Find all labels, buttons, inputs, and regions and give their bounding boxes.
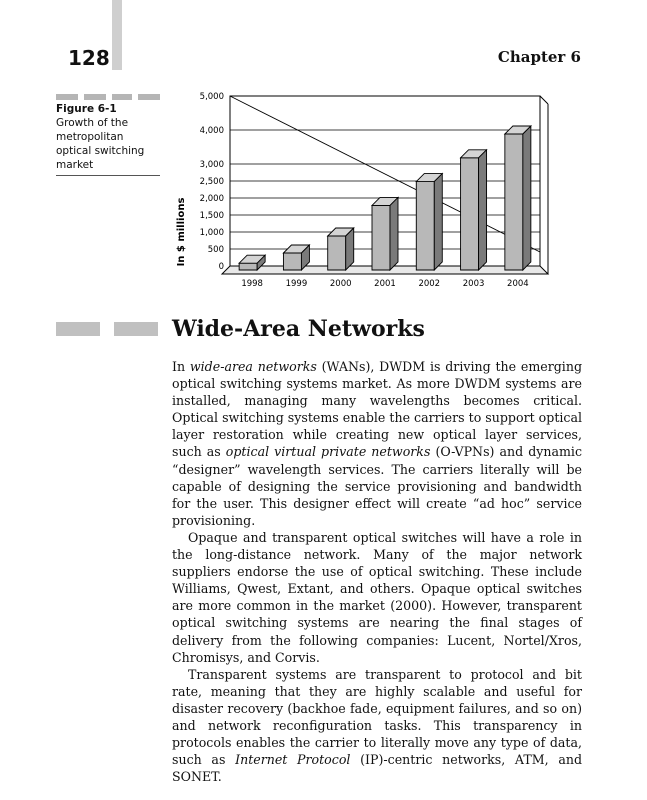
bar <box>239 263 257 270</box>
section-dash <box>56 322 100 336</box>
x-tick-label: 1999 <box>285 279 308 289</box>
x-tick-label: 2002 <box>418 279 441 289</box>
y-tick-label: 2,500 <box>199 177 224 187</box>
y-tick-label: 500 <box>207 245 224 255</box>
y-tick-label: 1,000 <box>199 228 224 238</box>
x-tick-label: 2003 <box>462 279 485 289</box>
bar <box>416 182 434 270</box>
text-run: (IP)-centric networks, ATM, and SONET. <box>172 752 583 785</box>
y-tick-label: 1,500 <box>199 211 224 221</box>
text-run: (O-VPNs) and dynamic “designer” wavelength services. The carriers literally will be capable of designing the service provisioning and bandwidth for the user. This designer effect will create “ad hoc” service provisioning. <box>172 444 583 528</box>
text-run: Transparent systems are transparent to protocol and bit rate, meaning that they are highly scalable and useful for disaster recovery (backhoe fade, equipment failures, and so on) and network reconfiguration tasks. This transparency in protocols enables the carrier to literally move any type of data, such as <box>172 666 582 768</box>
y-tick-label: 3,000 <box>199 160 224 170</box>
text-run: In <box>172 359 190 374</box>
bar <box>461 158 479 270</box>
italic-term: wide-area networks <box>189 359 317 374</box>
figure-caption <box>56 102 160 172</box>
paragraph <box>172 666 582 786</box>
text-run: Opaque and transparent optical switches will have a role in the long-distance network. Many of the major network suppliers endorse the use of optical switching. These include Williams, Qwest, Extant, and others. Opaque optical switches are more common in the market (2000). However, transparent optical switching systems are nearing the final stages of delivery from the following companies: Lucent, Nortel/Xros, Chromisys, and Corvis. <box>172 529 582 665</box>
bar <box>328 236 346 270</box>
caption-dash <box>56 94 78 100</box>
bar-side <box>390 197 398 270</box>
italic-term: optical virtual private networks <box>225 444 431 460</box>
caption-dash <box>138 94 160 100</box>
chapter-header: Chapter 6 <box>497 48 581 66</box>
bar-side <box>479 150 487 270</box>
x-tick-label: 2001 <box>374 279 396 289</box>
caption-dash <box>84 94 106 100</box>
x-tick-label: 2004 <box>507 279 529 289</box>
bar-chart <box>170 82 570 294</box>
bar <box>372 205 390 270</box>
section-dash <box>114 322 158 336</box>
y-axis-label: In $ millions <box>176 197 187 267</box>
page-number: 128 <box>68 46 110 70</box>
italic-term: Internet Protocol <box>235 752 351 768</box>
paragraph <box>172 529 582 666</box>
figure-label: Figure 6-1 <box>56 103 117 115</box>
bar-side <box>434 174 442 270</box>
bar-side <box>346 228 354 270</box>
paragraph <box>172 358 582 529</box>
text-run: (WANs), DWDM is driving the emerging optical switching systems market. As more DWDM systems are installed, managing many wavelengths becomes critical. Optical switching systems enable the carriers to support optical layer restoration while creating new optical layer services, such as <box>172 359 583 460</box>
x-tick-label: 2000 <box>329 279 352 289</box>
y-tick-label: 4,000 <box>199 126 224 136</box>
figure-caption-text: Growth of the metropolitan optical switching market <box>56 117 145 171</box>
bar <box>505 134 523 270</box>
bar-side <box>523 126 531 270</box>
section-heading: Wide-Area Networks <box>172 316 425 342</box>
bar <box>283 253 301 270</box>
y-tick-label: 5,000 <box>199 92 224 102</box>
body-text <box>172 358 582 785</box>
y-tick-label: 0 <box>218 262 224 272</box>
caption-dash <box>112 94 132 100</box>
plot-edge <box>540 96 548 104</box>
y-tick-label: 2,000 <box>199 194 224 204</box>
x-tick-label: 1998 <box>241 279 263 289</box>
caption-rule <box>56 175 160 176</box>
